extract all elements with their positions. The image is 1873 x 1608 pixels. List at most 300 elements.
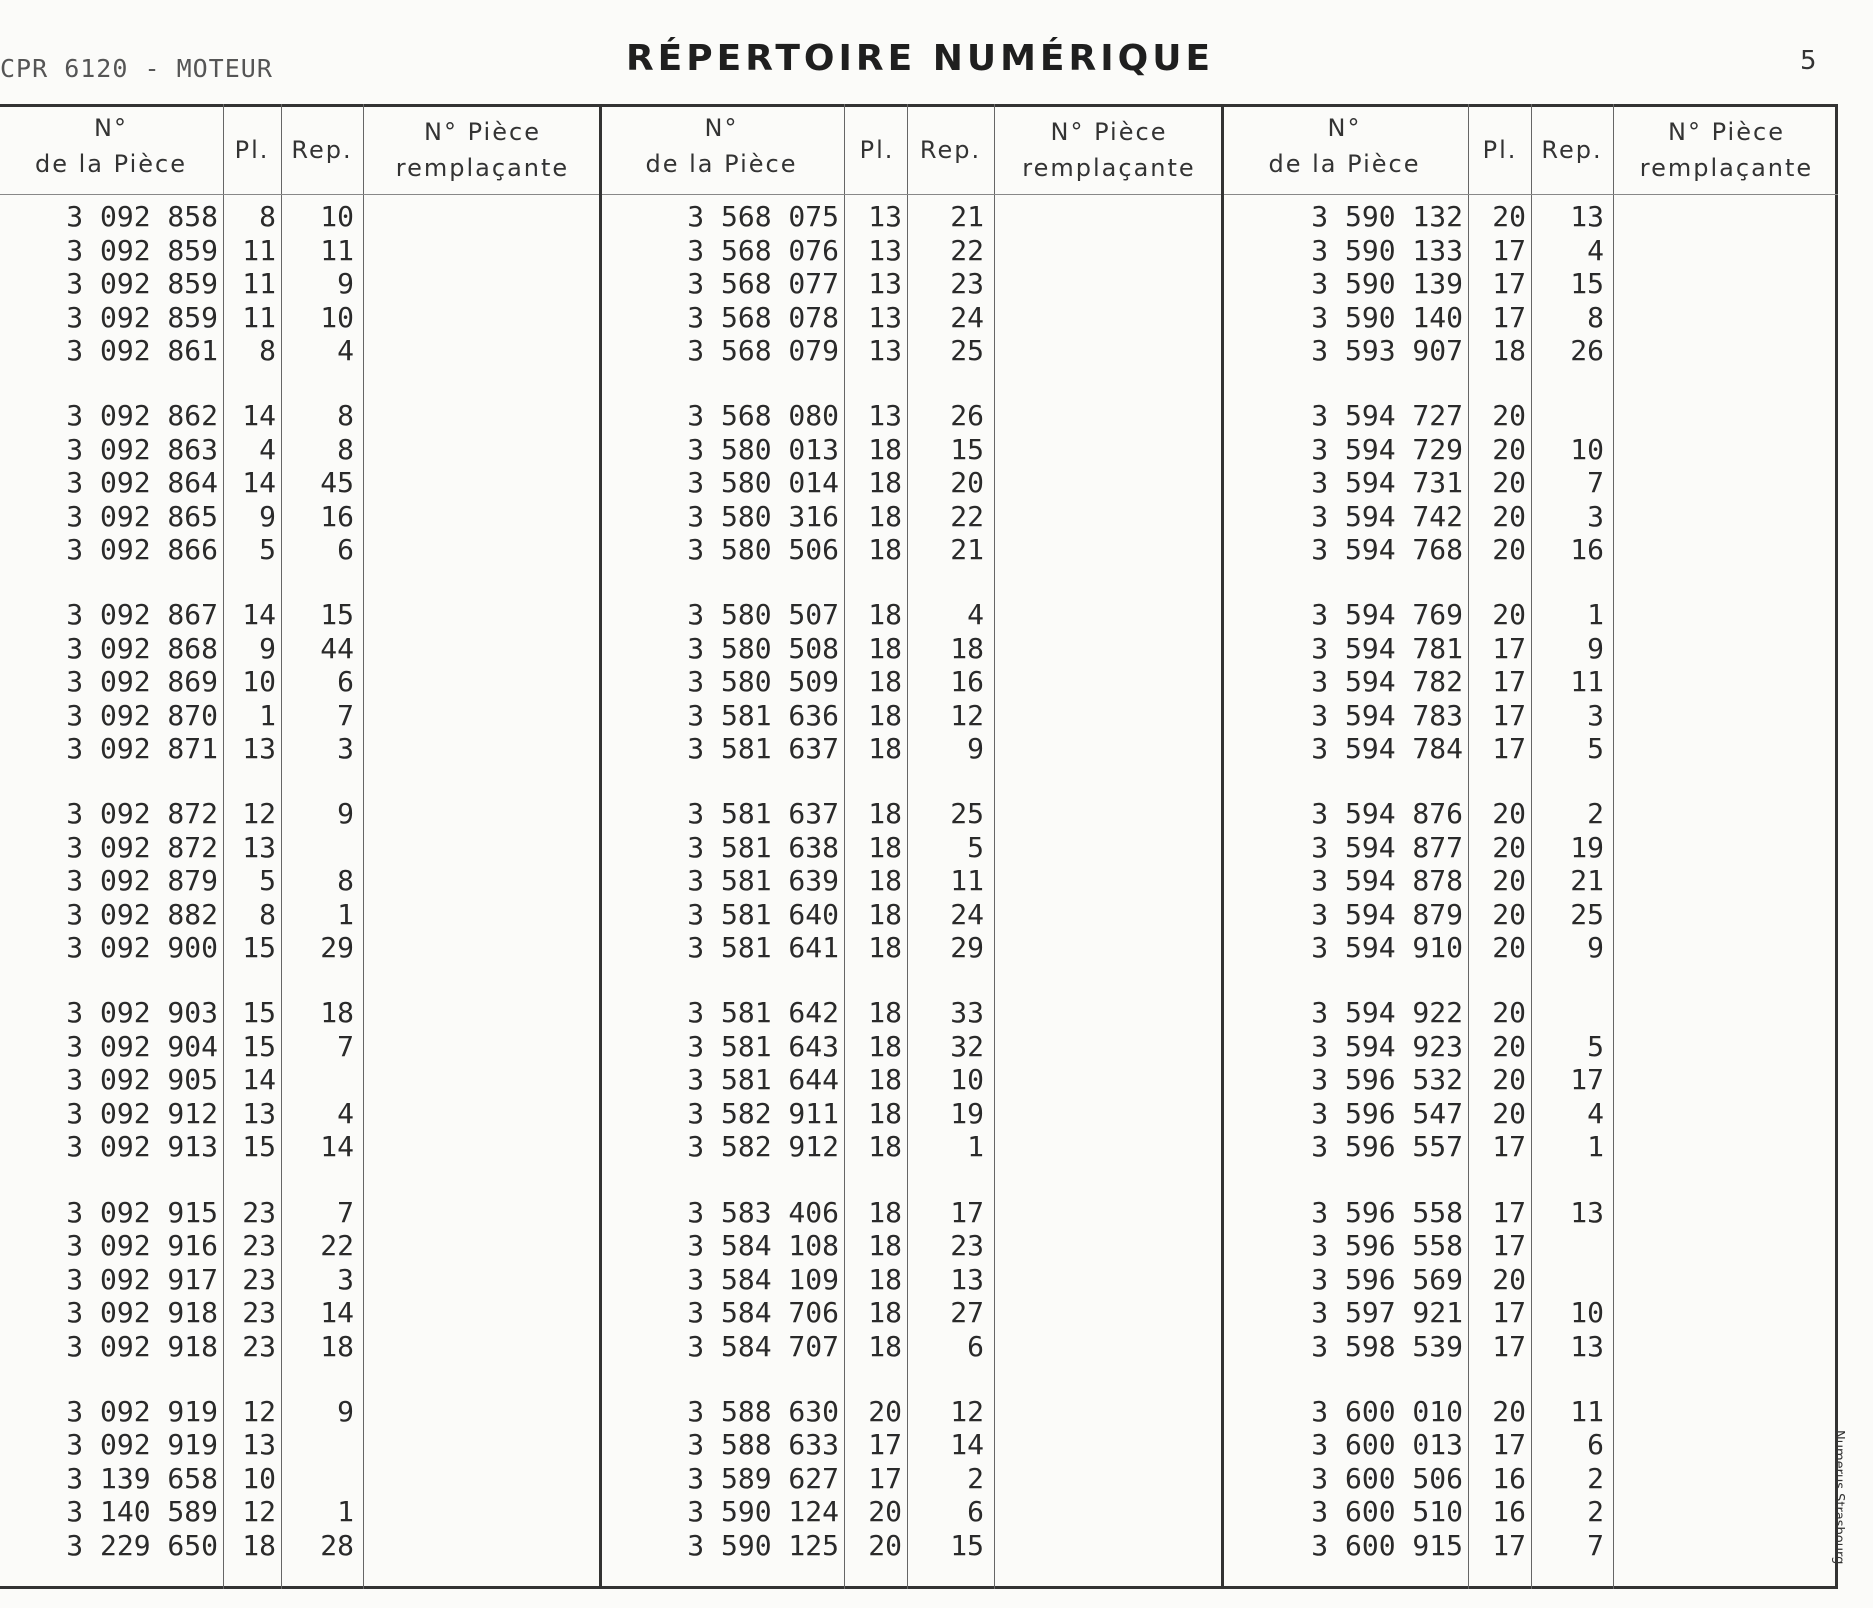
- table-row: [1222, 1097, 1838, 1131]
- header-num-line2: de la Pièce: [1268, 150, 1421, 178]
- plate-number: 17: [1492, 1329, 1526, 1363]
- plate-number: 13: [868, 300, 902, 334]
- table-row: [600, 1263, 1222, 1297]
- plate-number: 20: [1492, 200, 1526, 233]
- reference-number: 4: [337, 334, 354, 367]
- part-number: 3 594 782: [1311, 665, 1463, 699]
- plate-number: 20: [1492, 931, 1526, 965]
- plate-number: 17: [1492, 631, 1526, 665]
- part-number: 3 594 769: [1311, 598, 1463, 632]
- table-row: [600, 1462, 1222, 1496]
- part-number: 3 092 870: [66, 698, 218, 732]
- reference-number: 11: [320, 233, 354, 267]
- plate-number: 23: [242, 1195, 276, 1229]
- part-number: 3 092 916: [66, 1229, 218, 1263]
- table-row: [0, 1030, 600, 1064]
- table-row: [0, 1428, 600, 1462]
- table-row: [600, 864, 1222, 898]
- part-number: 3 581 641: [687, 931, 839, 965]
- plate-number: 10: [242, 665, 276, 699]
- plate-number: 13: [242, 732, 276, 766]
- plate-number: 17: [1492, 233, 1526, 267]
- reference-number: 7: [337, 1029, 354, 1063]
- plate-number: 1: [259, 698, 276, 732]
- reference-number: 5: [967, 830, 984, 864]
- table-row: [0, 1495, 600, 1529]
- reference-number: 15: [1570, 267, 1604, 300]
- table-row: [600, 831, 1222, 865]
- table-row: [1222, 699, 1838, 733]
- table-row: [0, 1229, 600, 1263]
- header-pl: Pl.: [1482, 136, 1518, 164]
- plate-number: 18: [868, 533, 902, 567]
- plate-number: 18: [868, 1329, 902, 1363]
- table-row: [1222, 864, 1838, 898]
- part-number: 3 588 630: [687, 1394, 839, 1428]
- plate-number: 20: [1492, 797, 1526, 831]
- plate-number: 20: [1492, 1063, 1526, 1097]
- reference-number: 19: [950, 1096, 984, 1130]
- reference-number: 3: [1587, 499, 1604, 533]
- table-row: [600, 1330, 1222, 1364]
- part-number: 3 580 316: [687, 499, 839, 533]
- plate-number: 13: [242, 1428, 276, 1462]
- plate-number: 10: [242, 1461, 276, 1495]
- header-repl-line2: remplaçante: [395, 154, 570, 182]
- reference-number: 17: [1570, 1063, 1604, 1097]
- table-row: [600, 699, 1222, 733]
- part-number: 3 584 706: [687, 1296, 839, 1330]
- table-row: [1222, 732, 1838, 766]
- part-number: 3 594 878: [1311, 864, 1463, 898]
- reference-number: 23: [950, 1229, 984, 1263]
- part-number: 3 593 907: [1311, 334, 1463, 367]
- table-row: [0, 996, 600, 1030]
- header-pl: Pl.: [234, 136, 270, 164]
- part-number: 3 581 642: [687, 996, 839, 1030]
- table-row: [0, 732, 600, 766]
- plate-number: 14: [242, 399, 276, 433]
- part-number: 3 596 532: [1311, 1063, 1463, 1097]
- part-number: 3 597 921: [1311, 1296, 1463, 1330]
- plate-number: 18: [868, 732, 902, 766]
- table-row: [1222, 466, 1838, 500]
- part-number: 3 594 910: [1311, 931, 1463, 965]
- table-row: [0, 500, 600, 534]
- header-num-line1: N°: [704, 114, 739, 142]
- plate-number: 15: [242, 996, 276, 1030]
- reference-number: 16: [320, 499, 354, 533]
- plate-number: 18: [868, 1195, 902, 1229]
- reference-number: 21: [1570, 864, 1604, 898]
- part-number: 3 092 915: [66, 1195, 218, 1229]
- reference-number: 5: [1587, 732, 1604, 766]
- plate-number: 18: [868, 598, 902, 632]
- part-number: 3 584 707: [687, 1329, 839, 1363]
- plate-number: 18: [868, 1229, 902, 1263]
- plate-number: 23: [242, 1229, 276, 1263]
- reference-number: 6: [337, 665, 354, 699]
- part-number: 3 092 863: [66, 432, 218, 466]
- reference-number: 29: [320, 931, 354, 965]
- table-row: [1222, 1229, 1838, 1263]
- reference-number: 26: [950, 399, 984, 433]
- reference-number: 3: [337, 1262, 354, 1296]
- table-row: [600, 898, 1222, 932]
- part-number: 3 594 781: [1311, 631, 1463, 665]
- table-block: [0, 104, 600, 1589]
- reference-number: 2: [967, 1461, 984, 1495]
- part-number: 3 568 076: [687, 233, 839, 267]
- plate-number: 20: [1492, 432, 1526, 466]
- table-row: [600, 234, 1222, 268]
- part-number: 3 092 900: [66, 931, 218, 965]
- plate-number: 20: [1492, 897, 1526, 931]
- part-number: 3 594 876: [1311, 797, 1463, 831]
- part-number: 3 596 547: [1311, 1096, 1463, 1130]
- plate-number: 18: [868, 931, 902, 965]
- reference-number: 6: [967, 1495, 984, 1529]
- reference-number: 9: [1587, 931, 1604, 965]
- plate-number: 12: [242, 1495, 276, 1529]
- table-row: [1222, 334, 1838, 368]
- table-row: [600, 1428, 1222, 1462]
- reference-number: 4: [1587, 233, 1604, 267]
- table-row: [0, 598, 600, 632]
- part-number: 3 092 862: [66, 399, 218, 433]
- plate-number: 17: [1492, 300, 1526, 334]
- reference-number: 28: [320, 1528, 354, 1562]
- part-number: 3 140 589: [66, 1495, 218, 1529]
- page-number: 5: [1800, 46, 1817, 76]
- table-row: [600, 1495, 1222, 1529]
- part-number: 3 092 918: [66, 1329, 218, 1363]
- table-row: [1222, 1063, 1838, 1097]
- plate-number: 16: [1492, 1461, 1526, 1495]
- block-separator: [1221, 104, 1224, 1589]
- reference-number: 8: [337, 864, 354, 898]
- table-row: [600, 1296, 1222, 1330]
- part-number: 3 568 077: [687, 267, 839, 300]
- table-row: [600, 1229, 1222, 1263]
- plate-number: 18: [868, 698, 902, 732]
- reference-number: 15: [320, 598, 354, 632]
- reference-number: 23: [950, 267, 984, 300]
- plate-number: 17: [1492, 698, 1526, 732]
- part-number: 3 568 080: [687, 399, 839, 433]
- reference-number: 7: [1587, 466, 1604, 500]
- plate-number: 20: [1492, 399, 1526, 433]
- table-row: [600, 200, 1222, 234]
- part-number: 3 594 768: [1311, 533, 1463, 567]
- plate-number: 18: [868, 1130, 902, 1164]
- part-number: 3 092 859: [66, 267, 218, 300]
- reference-number: 24: [950, 897, 984, 931]
- part-number: 3 092 865: [66, 499, 218, 533]
- reference-number: 27: [950, 1296, 984, 1330]
- plate-number: 17: [868, 1461, 902, 1495]
- part-number: 3 092 858: [66, 200, 218, 233]
- part-number: 3 594 784: [1311, 732, 1463, 766]
- table-row: [1222, 1130, 1838, 1164]
- header-repl-line1: N° Pièce: [1050, 118, 1168, 146]
- reference-number: 16: [950, 665, 984, 699]
- plate-number: 18: [868, 631, 902, 665]
- table-row: [0, 797, 600, 831]
- table-row: [1222, 1263, 1838, 1297]
- plate-number: 18: [868, 996, 902, 1030]
- plate-number: 17: [1492, 1130, 1526, 1164]
- part-number: 3 590 133: [1311, 233, 1463, 267]
- block-separator: [599, 104, 602, 1589]
- plate-number: 12: [242, 797, 276, 831]
- plate-number: 15: [242, 1130, 276, 1164]
- part-number: 3 588 633: [687, 1428, 839, 1462]
- plate-number: 18: [868, 797, 902, 831]
- part-number: 3 581 638: [687, 830, 839, 864]
- reference-number: 14: [320, 1296, 354, 1330]
- plate-number: 17: [1492, 1428, 1526, 1462]
- reference-number: 25: [1570, 897, 1604, 931]
- table-row: [0, 1097, 600, 1131]
- reference-number: 1: [337, 897, 354, 931]
- plate-number: 8: [259, 200, 276, 233]
- part-number: 3 582 911: [687, 1096, 839, 1130]
- plate-number: 13: [868, 200, 902, 233]
- reference-number: 22: [950, 499, 984, 533]
- header-rule: [1222, 194, 1838, 195]
- table-row: [600, 996, 1222, 1030]
- reference-number: 5: [1587, 1029, 1604, 1063]
- reference-number: 21: [950, 200, 984, 233]
- reference-number: 45: [320, 466, 354, 500]
- table-row: [600, 533, 1222, 567]
- table-row: [0, 1462, 600, 1496]
- side-note: Numerus Strasbourg: [1831, 1430, 1846, 1565]
- plate-number: 23: [242, 1329, 276, 1363]
- plate-number: 20: [868, 1394, 902, 1428]
- table-row: [1222, 665, 1838, 699]
- part-number: 3 580 508: [687, 631, 839, 665]
- table-row: [600, 598, 1222, 632]
- reference-number: 2: [1587, 797, 1604, 831]
- plate-number: 20: [1492, 533, 1526, 567]
- plate-number: 20: [1492, 1029, 1526, 1063]
- table-row: [1222, 1296, 1838, 1330]
- reference-number: 6: [337, 533, 354, 567]
- part-number: 3 580 013: [687, 432, 839, 466]
- part-number: 3 600 013: [1311, 1428, 1463, 1462]
- plate-number: 15: [242, 931, 276, 965]
- table-row: [1222, 433, 1838, 467]
- table-row: [600, 433, 1222, 467]
- table-row: [0, 200, 600, 234]
- plate-number: 13: [242, 1096, 276, 1130]
- reference-number: 14: [320, 1130, 354, 1164]
- plate-number: 20: [868, 1528, 902, 1562]
- table-row: [1222, 1428, 1838, 1462]
- table-row: [0, 234, 600, 268]
- reference-number: 11: [1570, 665, 1604, 699]
- reference-number: 10: [1570, 1296, 1604, 1330]
- table-row: [600, 466, 1222, 500]
- part-number: 3 092 912: [66, 1096, 218, 1130]
- plate-number: 18: [868, 665, 902, 699]
- table-row: [1222, 1495, 1838, 1529]
- part-number: 3 590 124: [687, 1495, 839, 1529]
- table-row: [1222, 500, 1838, 534]
- table-row: [1222, 996, 1838, 1030]
- part-number: 3 092 903: [66, 996, 218, 1030]
- plate-number: 20: [868, 1495, 902, 1529]
- plate-number: 17: [1492, 1528, 1526, 1562]
- part-number: 3 594 923: [1311, 1029, 1463, 1063]
- header-repl-line1: N° Pièce: [1668, 118, 1785, 146]
- table-row: [1222, 399, 1838, 433]
- part-number: 3 594 727: [1311, 399, 1463, 433]
- reference-number: 8: [337, 432, 354, 466]
- plate-number: 11: [242, 300, 276, 334]
- reference-number: 1: [1587, 1130, 1604, 1164]
- reference-number: 17: [950, 1195, 984, 1229]
- part-number: 3 092 866: [66, 533, 218, 567]
- reference-number: 11: [950, 864, 984, 898]
- plate-number: 4: [259, 432, 276, 466]
- table-row: [0, 1263, 600, 1297]
- part-number: 3 594 742: [1311, 499, 1463, 533]
- reference-number: 13: [1570, 200, 1604, 233]
- reference-number: 18: [320, 996, 354, 1030]
- plate-number: 18: [868, 830, 902, 864]
- plate-number: 13: [242, 830, 276, 864]
- plate-number: 20: [1492, 830, 1526, 864]
- reference-number: 13: [950, 1262, 984, 1296]
- part-number: 3 092 905: [66, 1063, 218, 1097]
- part-number: 3 590 125: [687, 1528, 839, 1562]
- plate-number: 17: [1492, 267, 1526, 300]
- header-repl-line2: remplaçante: [1022, 154, 1196, 182]
- plate-number: 14: [242, 466, 276, 500]
- reference-number: 8: [337, 399, 354, 433]
- plate-number: 5: [259, 533, 276, 567]
- reference-number: 32: [950, 1029, 984, 1063]
- plate-number: 9: [259, 499, 276, 533]
- reference-number: 25: [950, 797, 984, 831]
- reference-number: 29: [950, 931, 984, 965]
- part-number: 3 594 729: [1311, 432, 1463, 466]
- plate-number: 17: [1492, 1229, 1526, 1263]
- table-row: [600, 500, 1222, 534]
- part-number: 3 229 650: [66, 1528, 218, 1562]
- part-number: 3 092 879: [66, 864, 218, 898]
- part-number: 3 580 506: [687, 533, 839, 567]
- part-number: 3 580 014: [687, 466, 839, 500]
- reference-number: 10: [950, 1063, 984, 1097]
- table-row: [0, 1395, 600, 1429]
- part-number: 3 092 869: [66, 665, 218, 699]
- part-number: 3 092 859: [66, 300, 218, 334]
- reference-number: 24: [950, 300, 984, 334]
- header-left: CPR 6120 - MOTEUR: [0, 54, 273, 83]
- table-row: [600, 1196, 1222, 1230]
- table-row: [0, 1330, 600, 1364]
- table-row: [1222, 898, 1838, 932]
- header-num-line1: N°: [1327, 114, 1362, 142]
- plate-number: 17: [1492, 732, 1526, 766]
- plate-number: 18: [1492, 334, 1526, 367]
- part-number: 3 580 509: [687, 665, 839, 699]
- table-row: [600, 399, 1222, 433]
- table-row: [1222, 1330, 1838, 1364]
- header-rep: Rep.: [1541, 136, 1603, 164]
- reference-number: 1: [337, 1495, 354, 1529]
- reference-number: 7: [337, 1195, 354, 1229]
- plate-number: 18: [868, 432, 902, 466]
- table-row: [600, 632, 1222, 666]
- reference-number: 13: [1570, 1329, 1604, 1363]
- plate-number: 8: [259, 334, 276, 367]
- part-number: 3 596 569: [1311, 1262, 1463, 1296]
- plate-number: 20: [1492, 864, 1526, 898]
- plate-number: 17: [1492, 665, 1526, 699]
- header-rep: Rep.: [919, 136, 982, 164]
- table-row: [600, 797, 1222, 831]
- table-row: [600, 1395, 1222, 1429]
- table-row: [0, 533, 600, 567]
- plate-number: 20: [1492, 598, 1526, 632]
- part-number: 3 590 132: [1311, 200, 1463, 233]
- reference-number: 3: [337, 732, 354, 766]
- reference-number: 18: [320, 1329, 354, 1363]
- plate-number: 11: [242, 267, 276, 300]
- part-number: 3 594 783: [1311, 698, 1463, 732]
- part-number: 3 092 864: [66, 466, 218, 500]
- part-number: 3 600 510: [1311, 1495, 1463, 1529]
- part-number: 3 596 558: [1311, 1195, 1463, 1229]
- part-number: 3 594 922: [1311, 996, 1463, 1030]
- part-number: 3 594 879: [1311, 897, 1463, 931]
- header-rule: [600, 194, 1222, 195]
- table-row: [0, 931, 600, 965]
- table-row: [0, 1063, 600, 1097]
- reference-number: 19: [1570, 830, 1604, 864]
- part-number: 3 600 506: [1311, 1461, 1463, 1495]
- plate-number: 20: [1492, 1394, 1526, 1428]
- part-number: 3 092 861: [66, 334, 218, 367]
- table-row: [1222, 234, 1838, 268]
- plate-number: 20: [1492, 466, 1526, 500]
- table-row: [1222, 1196, 1838, 1230]
- plate-number: 20: [1492, 499, 1526, 533]
- plate-number: 18: [868, 1029, 902, 1063]
- header-repl-line1: N° Pièce: [424, 118, 541, 146]
- part-number: 3 581 636: [687, 698, 839, 732]
- part-number: 3 139 658: [66, 1461, 218, 1495]
- plate-number: 23: [242, 1262, 276, 1296]
- part-number: 3 584 109: [687, 1262, 839, 1296]
- reference-number: 4: [1587, 1096, 1604, 1130]
- reference-number: 4: [337, 1096, 354, 1130]
- reference-number: 7: [337, 698, 354, 732]
- table-row: [1222, 1395, 1838, 1429]
- table-row: [0, 301, 600, 335]
- table-row: [600, 1529, 1222, 1563]
- part-number: 3 092 859: [66, 233, 218, 267]
- plate-number: 15: [242, 1029, 276, 1063]
- header-num-line1: N°: [94, 114, 128, 142]
- part-number: 3 590 140: [1311, 300, 1463, 334]
- reference-number: 9: [337, 797, 354, 831]
